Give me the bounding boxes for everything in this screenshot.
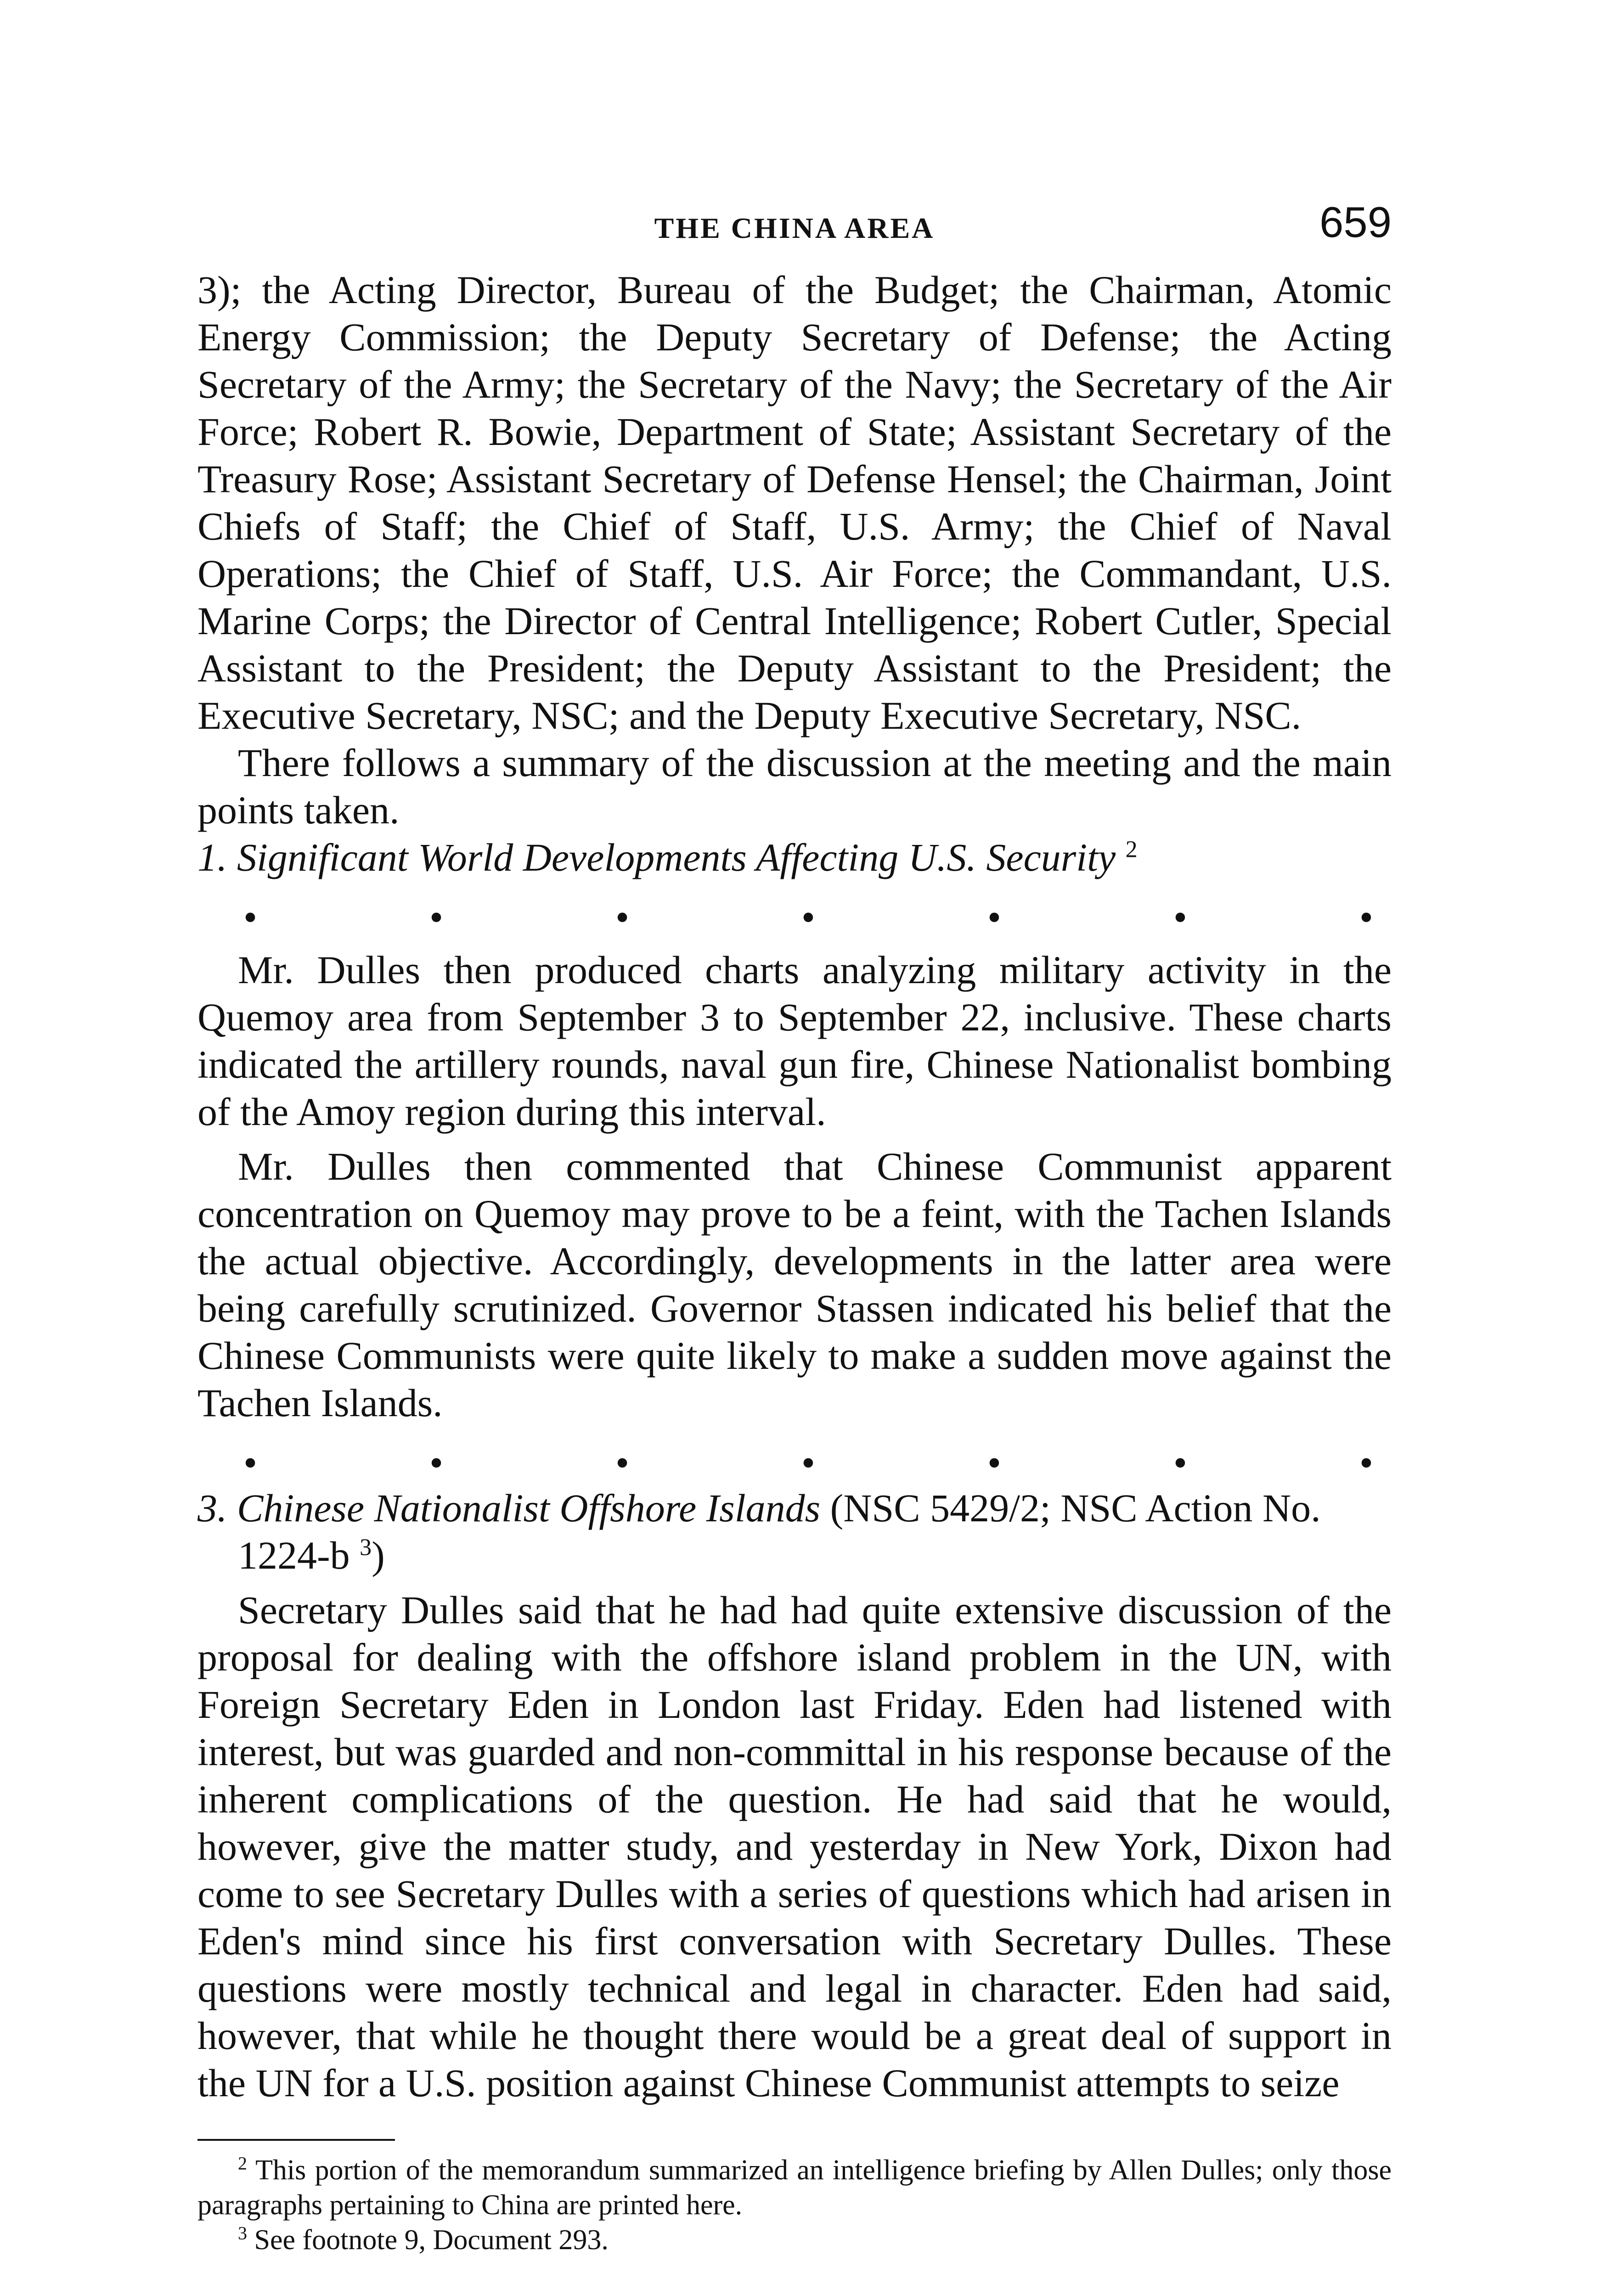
tachen-paragraph: Mr. Dulles then commented that Chinese Communist apparent concentration on Quemoy may prove to be a feint, with the Tachen Islands the actual objective. Accordingly, developments in the latter area were being carefully scrutinized. Governor Stassen indicated his belief that the Chinese Communists were quite likely to make a sudden move against the Tachen Islands. — [197, 1144, 1392, 1425]
page-header — [197, 193, 1392, 266]
footnote-divider — [197, 2139, 395, 2141]
footnote-3-text: See footnote 9, Document 293. — [254, 2224, 609, 2256]
attendees-paragraph: 3); the Acting Director, Bureau of the Budget; the Chairman, Atomic Energy Commission; the Deputy Secretary of Defense; the Acting Secretary of the Army; the Secretary of the Navy; the Secretary of the Air Force; Robert R. Bowie, Department of State; Assistant Secretary of the Treasury Rose; Assistant Secretary of Defense Hensel; the Chairman, Joint Chiefs of Staff; the Chief of Staff, U.S. Army; the Chief of Naval Operations; the Chief of Staff, U.S. Air Force; the Commandant, U.S. Marine Corps; the Director of Central Intelligence; Robert Cutler, Special Assistant to the President; the Deputy Assistant to the President; the Executive Secretary, NSC; and the Deputy Executive Secretary, NSC. — [197, 268, 1392, 737]
footnote-2-text: This portion of the memorandum summarized an intelligence briefing by Allen Dulles; only those paragraphs pertaining to China are printed here. — [197, 2155, 1392, 2221]
summary-intro-paragraph: There follows a summary of the discussion at the meeting and the main points taken. — [197, 741, 1392, 832]
eden-discussion-paragraph: Secretary Dulles said that he had had quite extensive discussion of the proposal for dealing with the offshore island problem in the UN, with Foreign Secretary Eden in London last Friday. Eden had listened with interest, but was guarded and non-committal in his response because of the inherent complications of the question. He had said that he would, however, give the matter study, and yesterday in New York, Dixon had come to see Secretary Dulles with a series of questions which had arisen in Eden's mind since his first conversation with Secretary Dulles. These questions were mostly technical and legal in character. Eden had said, however, that while he thought there would be a great deal of support in the UN for a U.S. position against Chinese Communist attempts to seize — [197, 1588, 1392, 2105]
ellipsis-dot: • — [1173, 1441, 1187, 1485]
ellipsis-dot: • — [615, 1441, 630, 1485]
ellipsis-dot: • — [429, 1441, 444, 1485]
section-1-title: Significant World Developments Affecting U.S. Security — [237, 835, 1116, 879]
footnote-ref-2: 2 — [1125, 836, 1138, 863]
footnote-2-marker: 2 — [238, 2153, 247, 2174]
page-number: 659 — [1319, 198, 1392, 246]
ellipsis-dot: • — [1359, 895, 1373, 939]
body-text — [197, 266, 1392, 2107]
ellipsis-row-1 — [197, 895, 1392, 939]
document-page — [197, 193, 1392, 2257]
charts-paragraph: Mr. Dulles then produced charts analyzing military activity in the Quemoy area from September 3 to September 22, inclusive. These charts indicated the artillery rounds, naval gun fire, Chinese Nationalist bombing of the Amoy region during this interval. — [197, 948, 1392, 1134]
footnote-3 — [197, 2223, 1392, 2257]
ellipsis-dot: • — [429, 895, 444, 939]
footnotes — [197, 2139, 1392, 2257]
ellipsis-dot: • — [243, 1441, 258, 1485]
ellipsis-dot: • — [801, 1441, 816, 1485]
section-3-reference: (NSC 5429/2; NSC Action No. 1224-b — [238, 1486, 1321, 1577]
ellipsis-dot: • — [801, 895, 816, 939]
footnote-2 — [197, 2153, 1392, 2223]
section-heading-3 — [197, 1485, 1392, 1579]
section-3-number: 3. — [197, 1486, 227, 1530]
ellipsis-dot: • — [987, 895, 1001, 939]
section-3-title: Chinese Nationalist Offshore Islands — [237, 1486, 821, 1530]
section-heading-1 — [197, 834, 1392, 881]
section-1-number: 1. — [197, 835, 227, 879]
ellipsis-dot: • — [987, 1441, 1001, 1485]
ellipsis-dot: • — [243, 895, 258, 939]
ellipsis-row-2 — [197, 1441, 1392, 1485]
ellipsis-dot: • — [615, 895, 630, 939]
running-title: THE CHINA AREA — [654, 212, 935, 244]
footnote-ref-3: 3 — [360, 1534, 372, 1561]
ellipsis-dot: • — [1173, 895, 1187, 939]
footnote-3-marker: 3 — [238, 2223, 247, 2244]
section-3-reference-close: ) — [372, 1533, 385, 1577]
ellipsis-dot: • — [1359, 1441, 1373, 1485]
